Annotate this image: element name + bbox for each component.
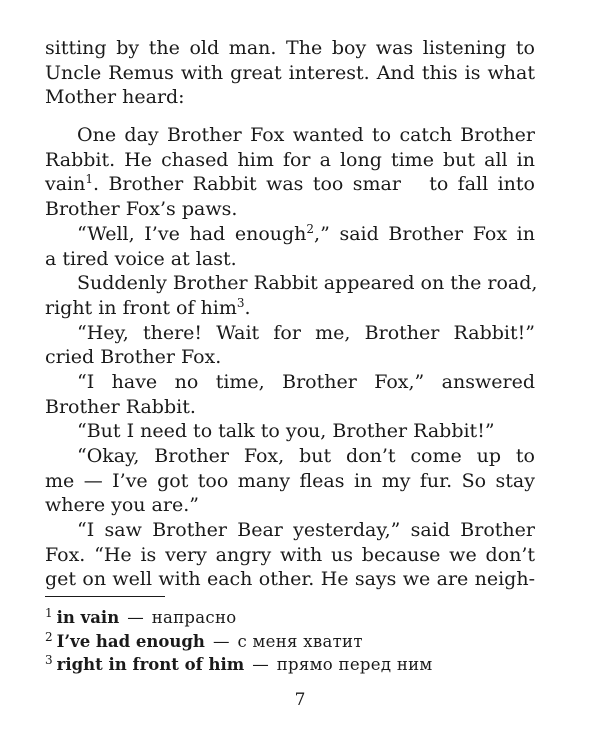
footnote-3 [45, 653, 535, 677]
footnote-number: 1 [45, 606, 53, 620]
footnote-2 [45, 630, 535, 654]
footnote-translation: с меня хватит [237, 631, 363, 651]
text-fragment: . [244, 296, 251, 319]
footnote-dash: — [252, 655, 269, 674]
text-line: Mother heard: [45, 86, 185, 109]
text-line: where you are.” [45, 494, 199, 517]
footnote-ref-3: 3 [236, 295, 245, 310]
page-number: 7 [294, 690, 306, 710]
text-line: “Okay, Brother Fox, but don’t come up to [77, 445, 535, 467]
text-line: Brother Fox’s paws. [45, 198, 238, 221]
text-line: Brother Rabbit. [45, 395, 196, 418]
text-line: sitting by the old man. The boy was listening to [45, 37, 535, 59]
text-line: a tired voice at last. [45, 247, 237, 270]
section-gap [45, 110, 535, 123]
text-line: “Hey, there! Wait for me, Brother Rabbit!” [77, 321, 535, 344]
text-line: Rabbit. He chased him for a long time but all in [45, 148, 535, 171]
footnote-dash: — [127, 608, 144, 627]
footnote-divider [45, 596, 165, 597]
text-fragment: . Brother Rabbit was too smar to fall into [93, 173, 535, 196]
text-fragment: ,” said Brother Fox in [314, 222, 535, 245]
text-line: get on well with each other. He says we are neigh- [45, 568, 535, 591]
footnote-number: 2 [45, 629, 53, 644]
footnote-ref-2: 2 [306, 221, 315, 236]
footnote-term: I’ve had enough [56, 631, 205, 651]
footnote-translation: прямо перед ним [276, 655, 433, 674]
text-line: me — I’ve got too many fleas in my fur. So stay [45, 469, 535, 492]
footnote-translation: напрасно [151, 608, 237, 627]
text-fragment: “Well, I’ve had enough [77, 222, 307, 245]
footnote-ref-1: 1 [85, 172, 94, 187]
story-text [45, 36, 538, 592]
text-line: “But I need to talk to you, Brother Rabbit!” [77, 420, 495, 443]
text-line: Uncle Remus with great interest. And this is what [45, 61, 535, 84]
text-line: Fox. “He is very angry with us because we don’t [45, 543, 535, 566]
text-fragment: vain [45, 173, 86, 196]
text-line [45, 172, 535, 197]
text-line: One day Brother Fox wanted to catch Brother [77, 124, 535, 147]
footnote-number: 3 [45, 653, 53, 667]
footnote-dash: — [212, 631, 230, 651]
text-line [45, 296, 535, 321]
footnotes [45, 606, 535, 677]
text-line [45, 222, 535, 247]
footnote-term: right in front of him [56, 655, 245, 674]
text-line: cried Brother Fox. [45, 346, 222, 369]
footnote-term: in vain [56, 608, 120, 627]
text-line: “I have no time, Brother Fox,” answered [77, 370, 535, 393]
text-fragment: right in front of him [45, 296, 237, 319]
text-line: “I saw Brother Bear yesterday,” said Brother [77, 519, 535, 542]
footnote-1 [45, 606, 535, 630]
text-line: Suddenly Brother Rabbit appeared on the road, [77, 272, 538, 295]
